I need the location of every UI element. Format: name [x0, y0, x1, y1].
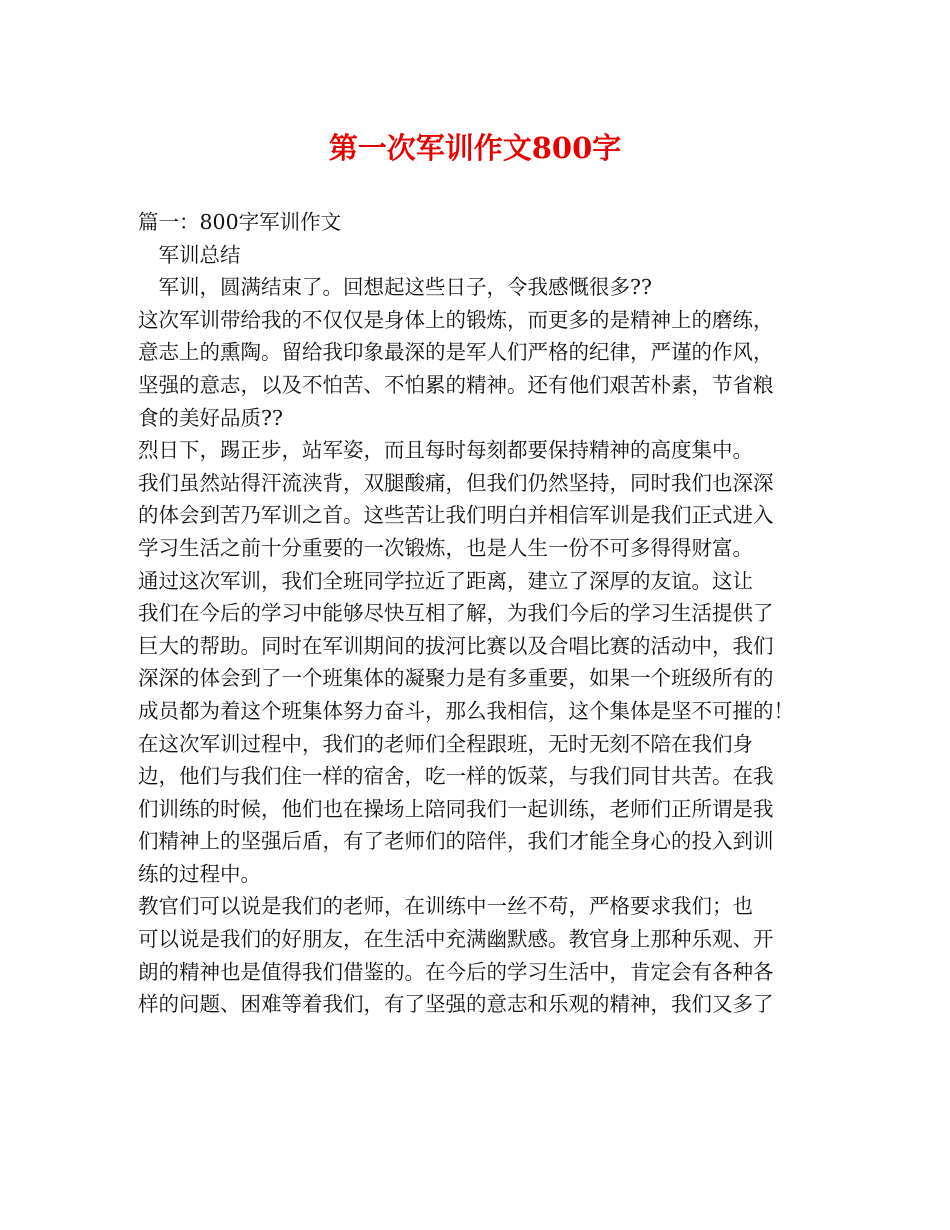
text-line: 成员都为着这个班集体努力奋斗，那么我相信，这个集体是坚不可摧的！ [138, 698, 794, 723]
text-line: 这次军训带给我的不仅仅是身体上的锻炼，而更多的是精神上的磨练， [138, 307, 774, 332]
text-line: 食的美好品质?? [138, 405, 283, 430]
text-line: 深深的体会到了一个班集体的凝聚力是有多重要，如果一个班级所有的 [138, 666, 774, 691]
text-line: 坚强的意志，以及不怕苦、不怕累的精神。还有他们艰苦朴素，节省粮 [138, 372, 774, 397]
text-line: 我们虽然站得汗流浃背，双腿酸痛，但我们仍然坚持，同时我们也深深 [138, 470, 774, 495]
text-line: 边，他们与我们住一样的宿舍，吃一样的饭菜，与我们同甘共苦。在我 [138, 764, 774, 789]
subheading-line: 篇一：800字军训作文 [138, 210, 342, 234]
text-line: 在这次军训过程中，我们的老师们全程跟班，无时无刻不陪在我们身 [138, 731, 753, 756]
text-line: 学习生活之前十分重要的一次锻炼，也是人生一份不可多得得财富。 [138, 535, 753, 560]
text-line: 通过这次军训，我们全班同学拉近了距离，建立了深厚的友谊。这让 [138, 568, 753, 593]
text-line: 练的过程中。 [138, 861, 261, 886]
text-line: 军训，圆满结束了。回想起这些日子，令我感慨很多?? [138, 275, 652, 300]
text-line: 巨大的帮助。同时在军训期间的拔河比赛以及合唱比赛的活动中，我们 [138, 633, 774, 658]
text-line: 可以说是我们的好朋友，在生活中充满幽默感。教官身上那种乐观、开 [138, 927, 774, 952]
text-line: 我们在今后的学习中能够尽快互相了解，为我们今后的学习生活提供了 [138, 601, 774, 626]
text-line: 烈日下，踢正步，站军姿，而且每时每刻都要保持精神的高度集中。 [138, 438, 753, 463]
text-line: 教官们可以说是我们的老师，在训练中一丝不苟，严格要求我们；也 [138, 894, 753, 919]
text-line: 样的问题、困难等着我们，有了坚强的意志和乐观的精神，我们又多了 [138, 992, 774, 1017]
text-line: 朗的精神也是值得我们借鉴的。在今后的学习生活中，肯定会有各种各 [138, 959, 774, 984]
text-line: 们精神上的坚强后盾，有了老师们的陪伴，我们才能全身心的投入到训 [138, 829, 774, 854]
text-line: 军训总结 [138, 242, 241, 267]
text-line: 的体会到苦乃军训之首。这些苦让我们明白并相信军训是我们正式进入 [138, 503, 774, 528]
document-body [138, 206, 838, 1021]
text-line: 意志上的熏陶。留给我印象最深的是军人们严格的纪律，严谨的作风， [138, 340, 774, 365]
document-title: 第一次军训作文800字 [328, 131, 622, 165]
text-line: 们训练的时候，他们也在操场上陪同我们一起训练，老师们正所谓是我 [138, 796, 774, 821]
